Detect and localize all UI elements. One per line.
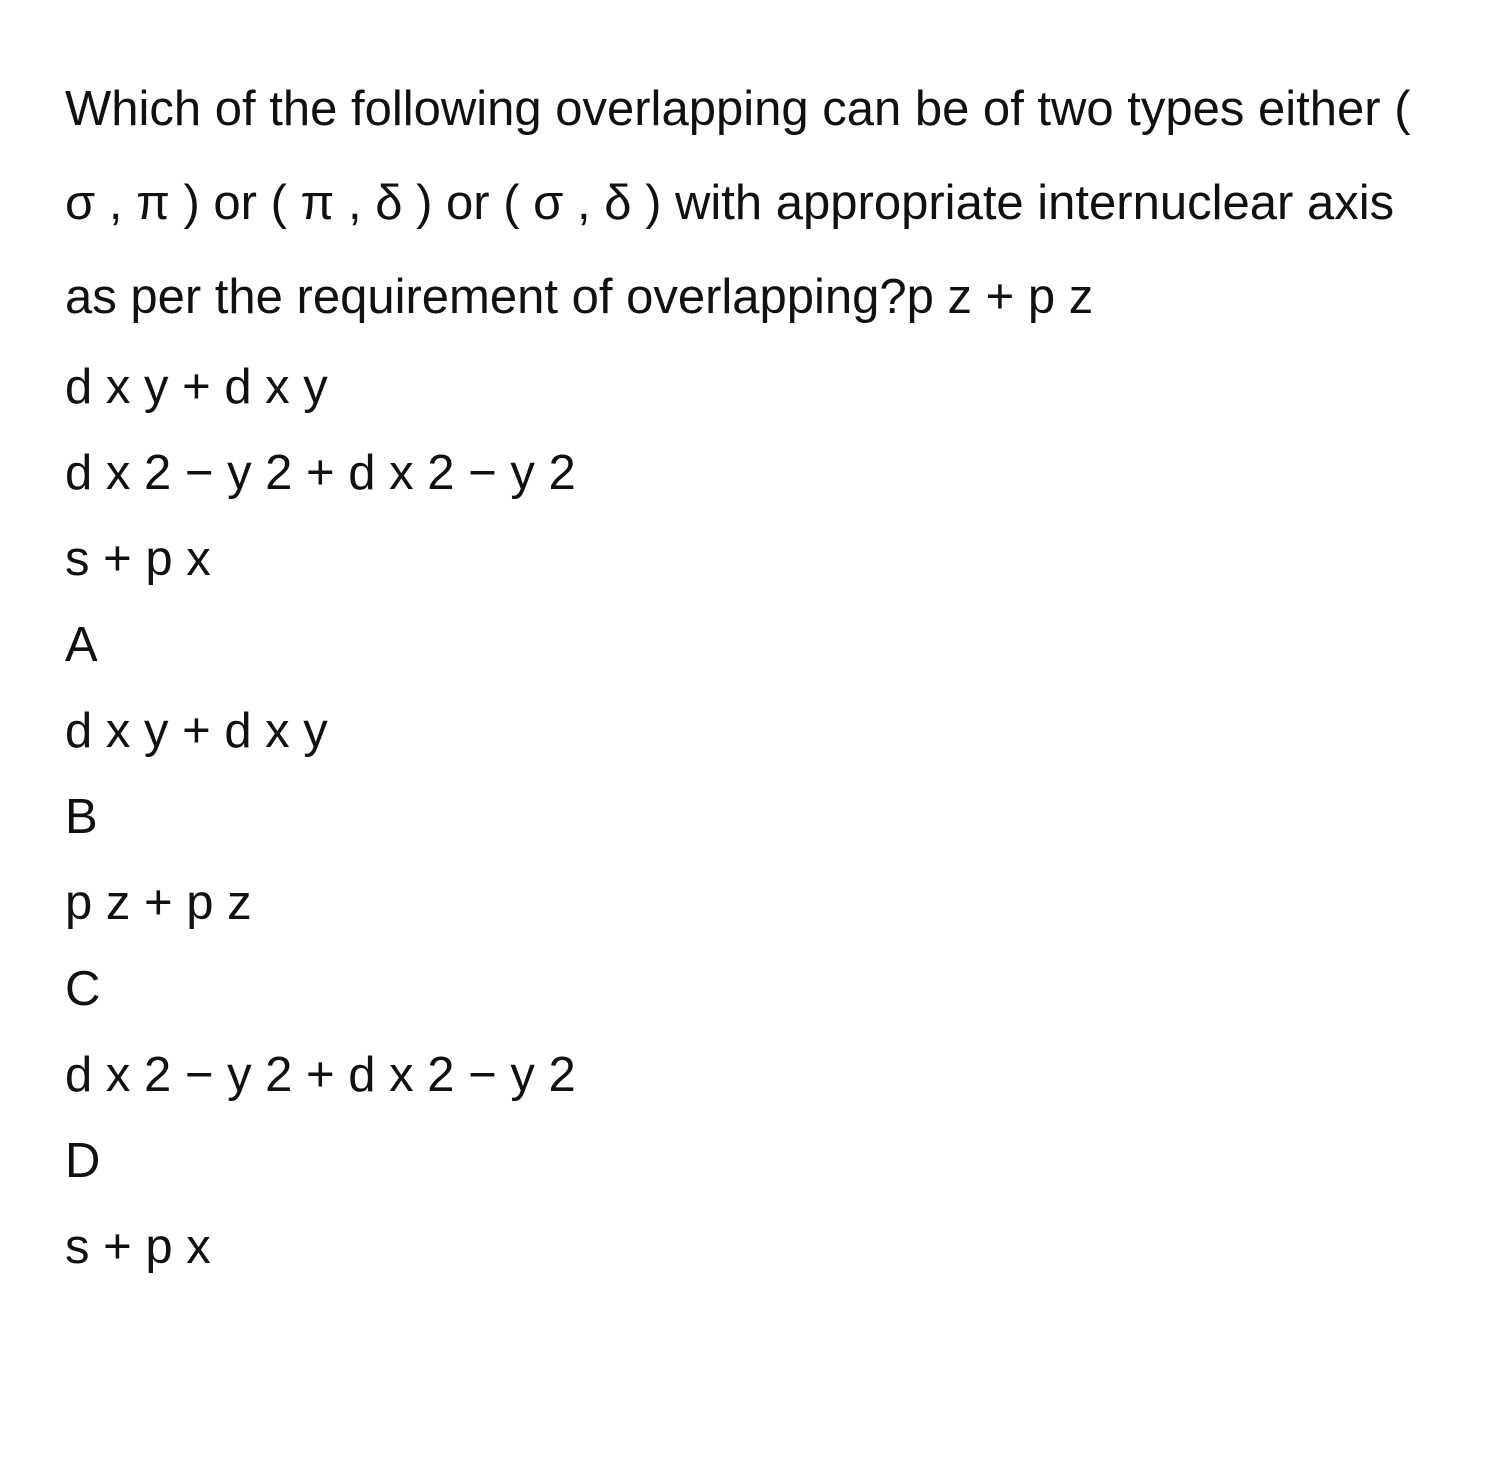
option-a-letter: A: [65, 618, 98, 672]
option-c-text: d x 2 − y 2 + d x 2 − y 2: [65, 1048, 576, 1102]
option-c-letter: C: [65, 962, 101, 1016]
option-a-text: d x y + d x y: [65, 704, 328, 758]
option-b-letter: B: [65, 790, 98, 844]
question-line: d x 2 − y 2 + d x 2 − y 2: [65, 446, 576, 500]
option-b-text: p z + p z: [65, 876, 252, 930]
option-d-text: s + p x: [65, 1220, 211, 1274]
question-text: Which of the following overlapping can be of two types either ( σ , π ) or ( π , δ ) or ( σ , δ ) with appropriate internuclear axis as per the requirement of overlapping?p z + p z: [65, 82, 1411, 324]
question-line: d x y + d x y: [65, 360, 328, 414]
question-block: [65, 68, 1445, 1290]
option-d-letter: D: [65, 1134, 101, 1188]
question-line: s + p x: [65, 532, 211, 586]
